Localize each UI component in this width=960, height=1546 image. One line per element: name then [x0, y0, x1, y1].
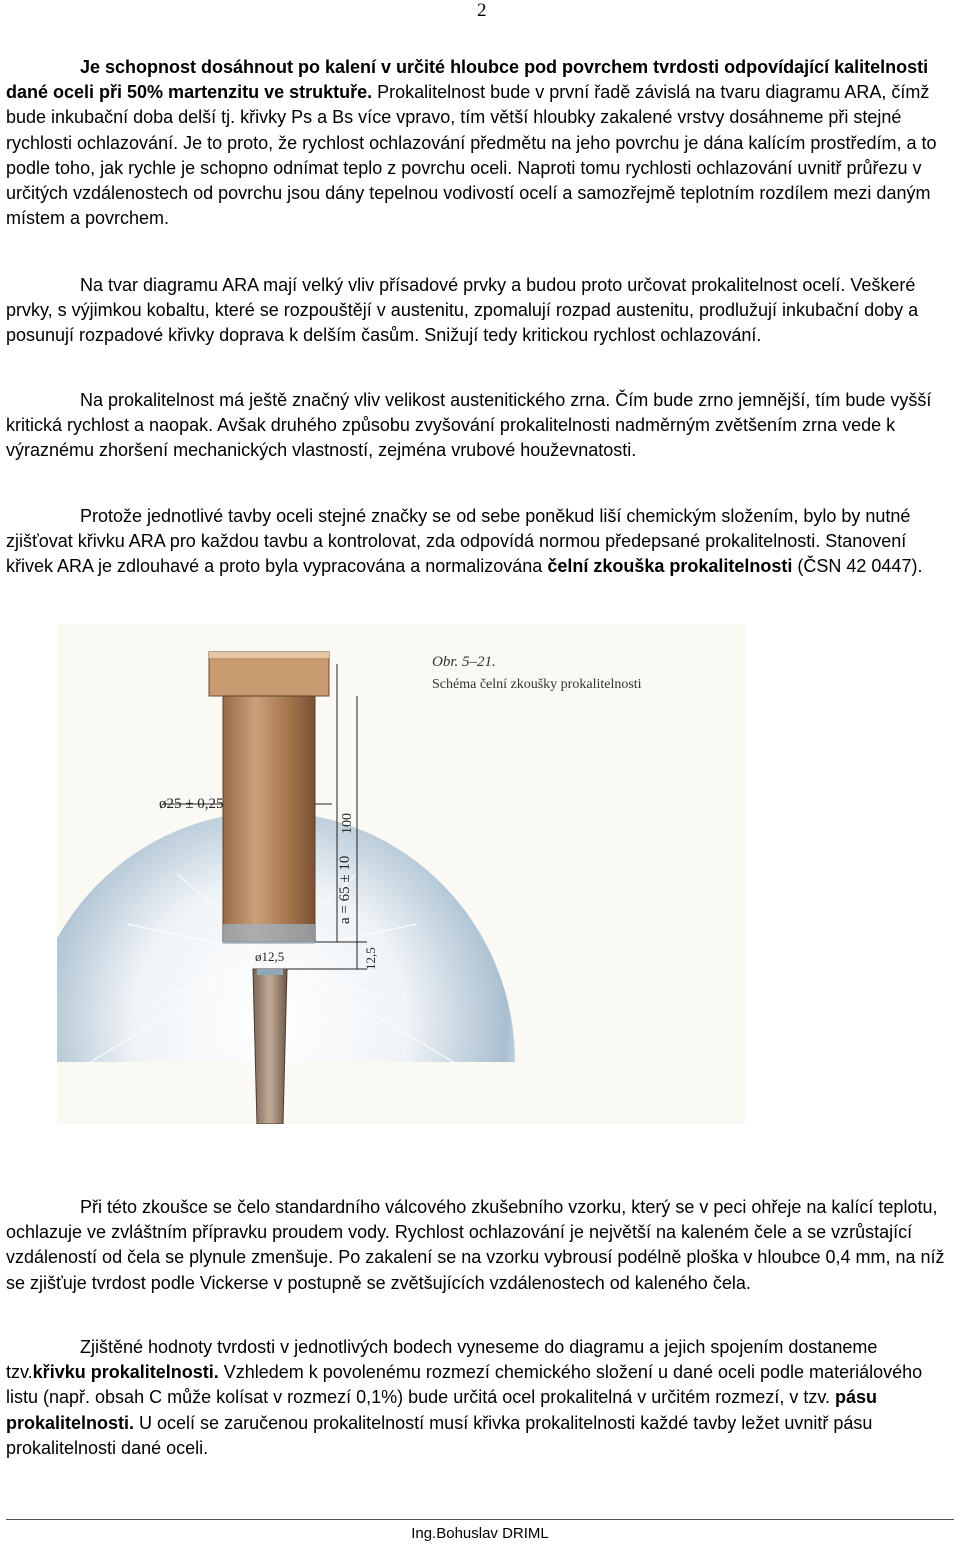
paragraph-text: Na prokalitelnost má ještě značný vliv velikost austenitického zrna. Čím bude zrno jemnější, tím bude vyšší kritická rychlost a naopak. Avšak druhého způsobu zvyšování prokalitelnosti nadměrným zvětšením zrna vede k výraznému zhoršení mechanických vlastností, zejména vrubové houževnatosti.	[6, 390, 932, 461]
jominy-schematic-image	[57, 624, 745, 1124]
hardenability-band-term: pásu prokalitelnosti.	[6, 1387, 877, 1433]
paragraph-text: Při této zkoušce se čelo standardního válcového zkušebního vzorku, který se v peci ohřeje na kalící teplotu, ochlazuje ve zvláštním přípravku proudem vody. Rychlost ochlazování je největší na kaleném čele a se vzrůstající vzdáleností od čela se plynule zmenšuje. Po zakalení se na vzorku vybrousí podélně ploška v hloubce 0,4 mm, na níž se zjišťuje tvrdost podle Vickerse v postupně se zvětšujících vzdálenostech od kaleného čela.	[6, 1197, 945, 1293]
paragraph-text: Prokalitelnost bude v první řadě závislá na tvaru diagramu ARA, čímž bude inkubační doba delší tj. křivky Ps a Bs více vpravo, tím větší hloubky zakalené vrstvy dosáhneme při stejné rychlosti ochlazování. Je to proto, že rychlost ochlazování předmětu na jeho povrchu je dána kalícím prostředím, a to podle toho, jak rychle je schopno odnímat teplo z povrchu oceli. Naproti tomu rychlosti ochlazování uvnitř průřezu v určitých vzdálenostech od povrchu jsou dány tepelnou vodivostí ocelí a samozřejmě teplotním rozdílem mezi daným místem a povrchem.	[6, 82, 937, 229]
test-specimen	[223, 696, 315, 942]
paragraph-definition	[6, 55, 954, 231]
paragraph-text: Zjištěné hodnoty tvrdosti v jednotlivých bodech vyneseme do diagramu a jejich spojením dostaneme tzv.	[6, 1337, 878, 1383]
paragraph-hardenability-curve	[6, 1335, 954, 1461]
dim-gap-label: 12,5	[363, 947, 378, 970]
dim-diameter-label: ø25 ± 0,25	[159, 796, 224, 812]
page-number: 2	[477, 0, 487, 21]
paragraph-text-end: U ocelí se zaručenou prokalitelností musí křivka prokalitelnosti každé tavby ležet uvnitř pásu prokalitelnosti dané oceli.	[6, 1412, 873, 1458]
jominy-test-term: čelní zkouška prokalitelnosti	[547, 556, 793, 577]
figure-caption-number: Obr. 5–21.	[432, 654, 496, 670]
hardenability-curve-term: křivku prokalitelnosti.	[32, 1362, 219, 1383]
footer-author: Ing.Bohuslav DRIML	[411, 1525, 549, 1542]
definition-bold-text: Je schopnost dosáhnout po kalení v určité hloubce pod povrchem tvrdosti odpovídající kalitelnosti dané oceli při 50% martenzitu ve struktuře.	[6, 57, 929, 103]
specimen-collar	[209, 652, 329, 696]
figure-caption-title: Schéma čelní zkoušky prokalitelnosti	[432, 677, 642, 692]
paragraph-text: Protože jednotlivé tavby oceli stejné značky se od sebe poněkud liší chemickým složením, bylo by nutné zjišťovat křivku ARA pro každou tavbu a kontrolovat, zda odpovídá normou předepsané prokalitelnosti. Stanovení křivek ARA je zdlouhavé a proto byla vypracována a normalizována	[6, 506, 911, 577]
paragraph-test-procedure	[6, 1195, 954, 1296]
jominy-test-figure	[57, 624, 745, 1124]
paragraph-alloying-elements	[6, 273, 954, 349]
paragraph-text-end: (ČSN 42 0447).	[792, 556, 923, 577]
dim-a-label: a = 65 ± 10	[337, 855, 353, 924]
water-nozzle	[253, 969, 287, 1124]
dim-length-label: 100	[340, 813, 355, 834]
paragraph-grain-size	[6, 388, 954, 464]
dim-nozzle-label: ø12,5	[255, 949, 285, 964]
paragraph-text: Na tvar diagramu ARA mají velký vliv přísadové prvky a budou proto určovat prokalitelnost ocelí. Veškeré prvky, s výjimkou kobaltu, které se rozpouštějí v austenitu, zpomalují rozpad austenitu, prodlužují inkubační doby a posunují rozpadové křivky doprava k delším časům. Snižují tedy kritickou rychlost ochlazování.	[6, 275, 919, 346]
paragraph-jominy-intro	[6, 504, 954, 580]
footer-divider	[6, 1519, 954, 1520]
paragraph-text-mid: Vzhledem k povolenému rozmezí chemického složení u dané oceli podle materiálového listu (např. obsah C může kolísat v rozmezí 0,1%) bude určitá ocel prokalitelná v určitém rozmezí, v tzv.	[6, 1362, 923, 1408]
